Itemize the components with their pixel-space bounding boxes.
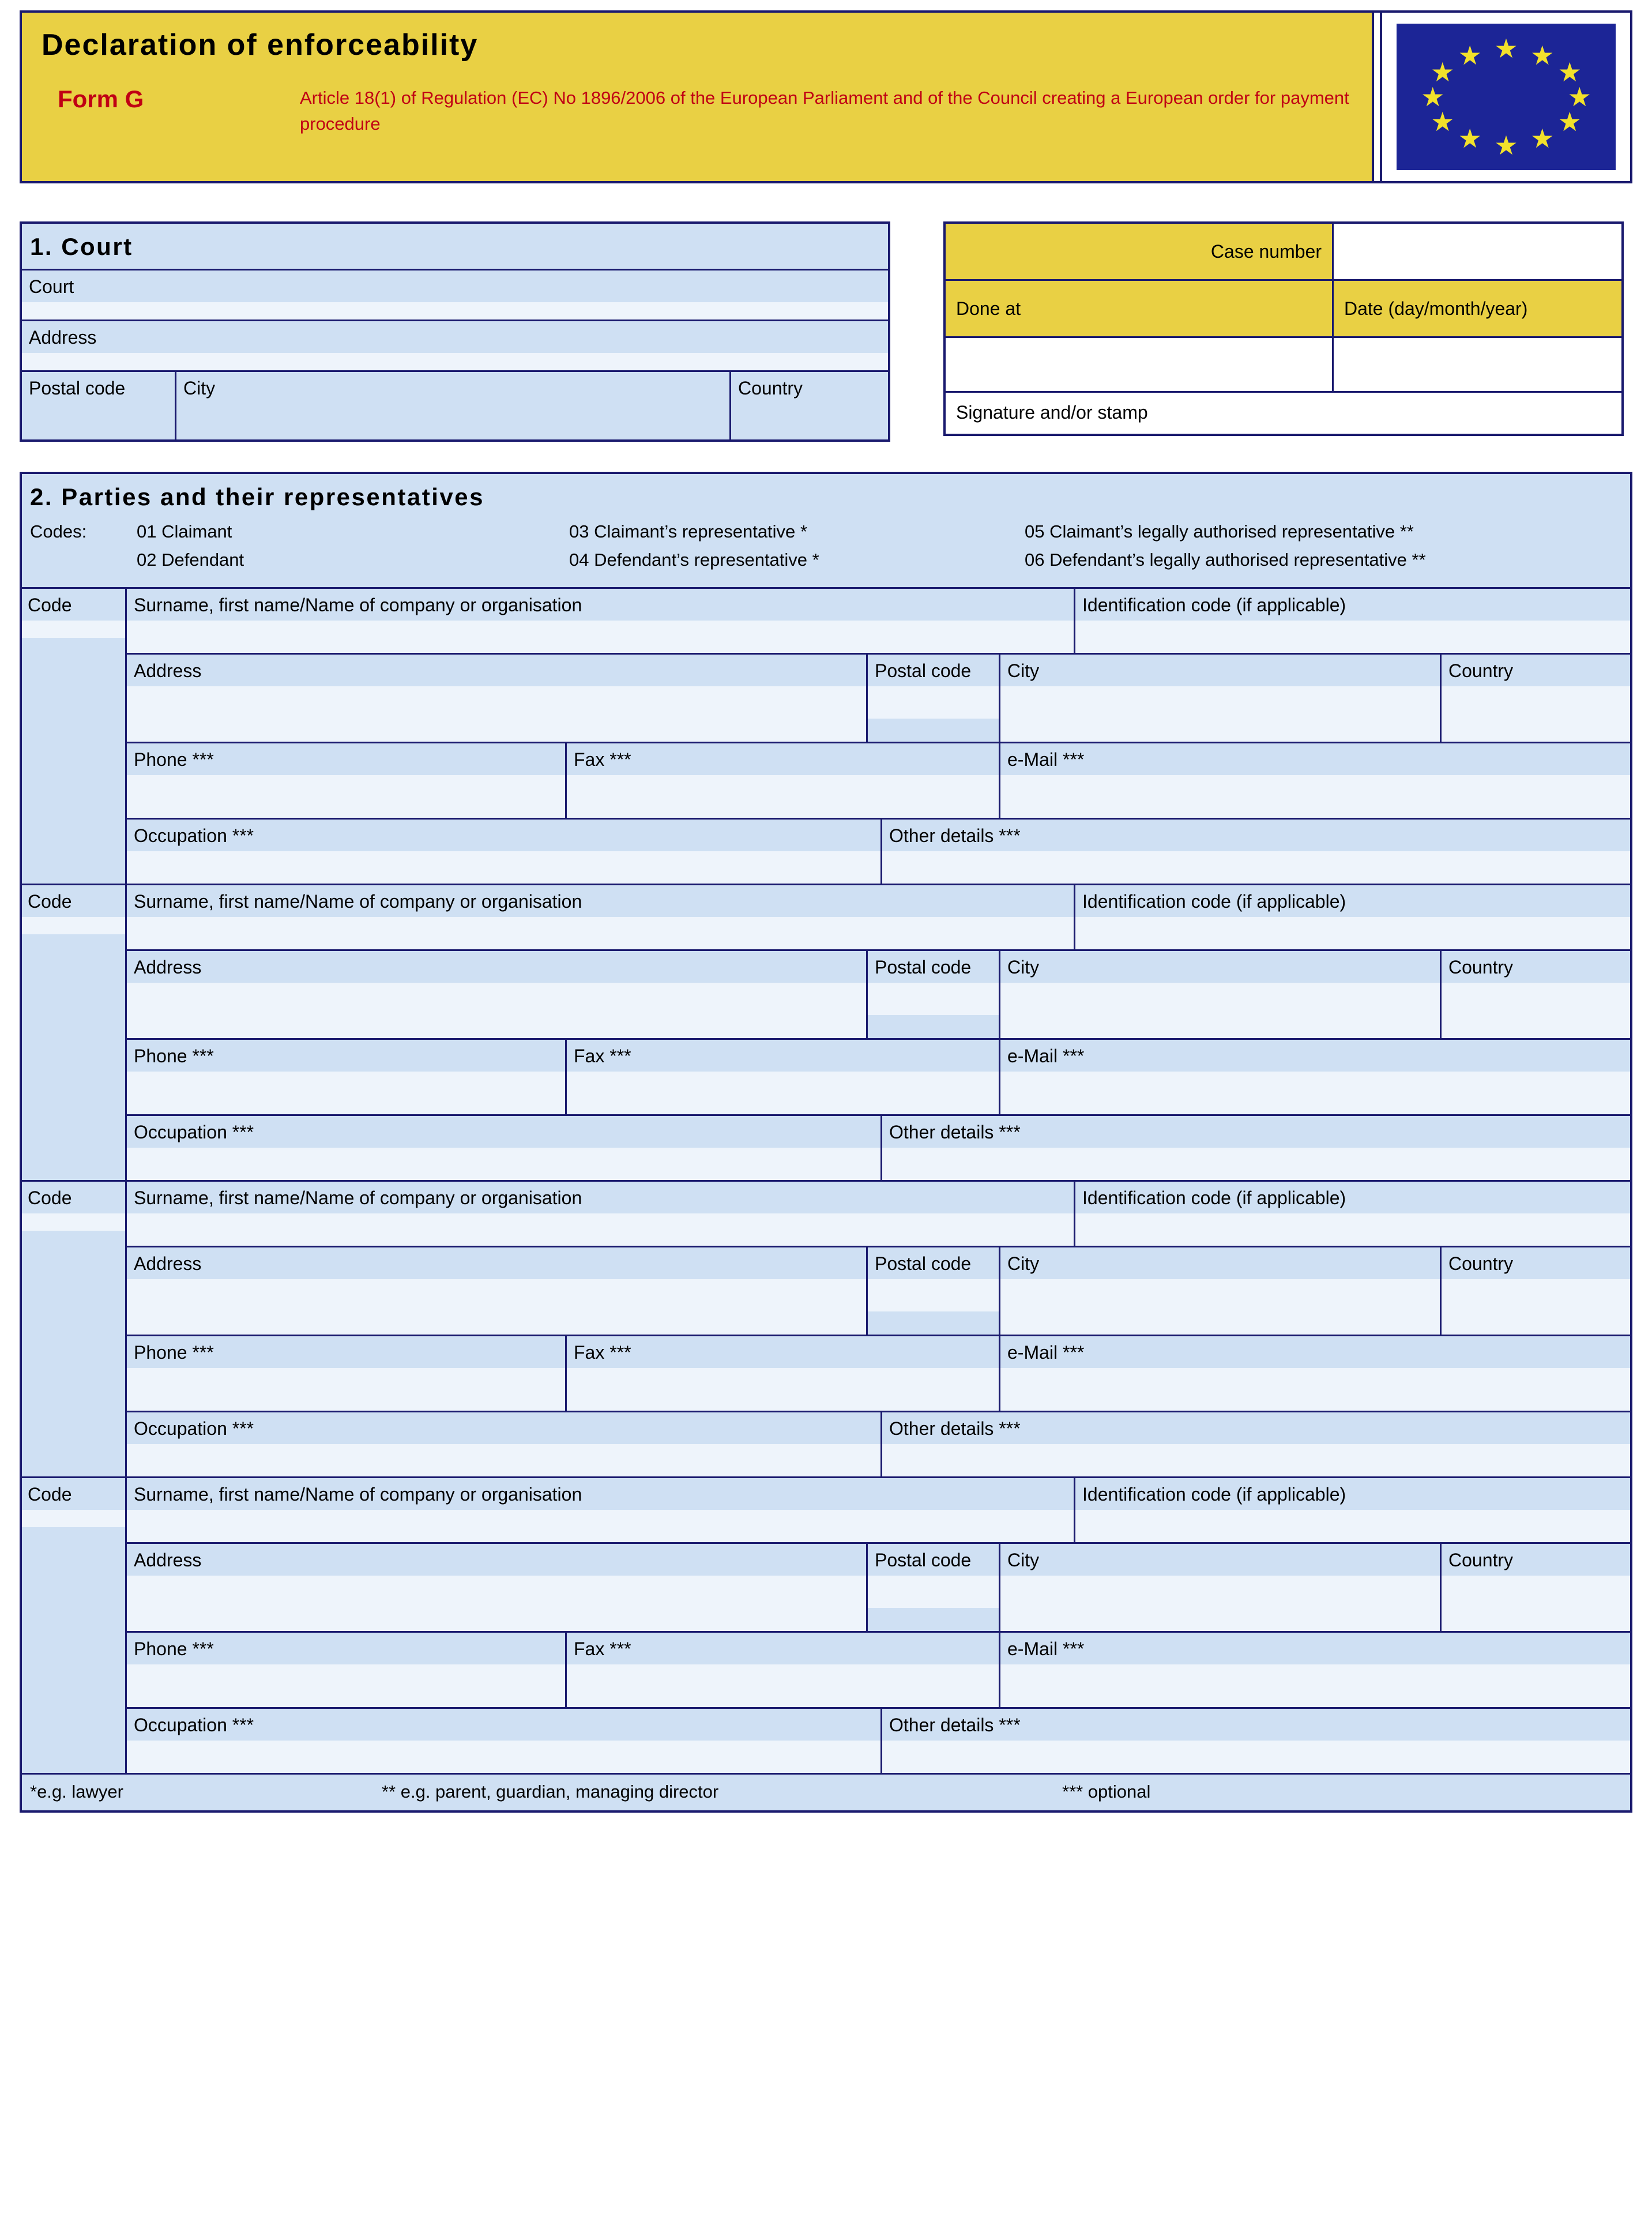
party-phone-group	[127, 1336, 565, 1411]
court-postal-code-group	[22, 372, 175, 439]
parties-section-title: 2. Parties and their representatives	[30, 483, 484, 510]
party-address-label: Address	[134, 957, 202, 978]
party-email-label: e-Mail ***	[1007, 1342, 1085, 1363]
party-city-group	[999, 1544, 1440, 1631]
court-city-input[interactable]	[176, 404, 729, 439]
party-occupation-group	[127, 1412, 880, 1476]
party-postal-code-label: Postal code	[875, 1253, 972, 1274]
court-and-case-row	[20, 221, 1632, 442]
party-code-label: Code	[28, 595, 72, 615]
party-identification-input[interactable]	[1075, 621, 1630, 653]
party-identification-input[interactable]	[1075, 1510, 1630, 1542]
party-occupation-label: Occupation ***	[134, 825, 254, 846]
party-block	[22, 1476, 1630, 1773]
party-name-group	[127, 589, 1074, 653]
party-country-group	[1440, 1544, 1630, 1631]
court-country-label: Country	[738, 378, 803, 399]
header-flag-block	[1382, 13, 1630, 181]
party-email-input[interactable]	[1000, 1368, 1630, 1411]
party-email-group	[999, 743, 1630, 818]
party-name-input[interactable]	[127, 917, 1074, 949]
case-number-row	[946, 224, 1621, 279]
court-postal-code-input[interactable]	[22, 404, 175, 439]
party-phone-group	[127, 1633, 565, 1707]
codes-column-3	[1025, 521, 1426, 578]
party-name-label: Surname, first name/Name of company or organisation	[134, 891, 582, 912]
party-address-group	[127, 1544, 866, 1631]
party-phone-input[interactable]	[127, 1664, 565, 1707]
form-header	[20, 10, 1632, 183]
court-address-label: Address	[29, 327, 97, 348]
party-city-input[interactable]	[1000, 686, 1440, 742]
signature-row	[946, 391, 1621, 434]
party-other-details-input[interactable]	[882, 1148, 1630, 1180]
party-occupation-row	[127, 1707, 1630, 1773]
party-city-group	[999, 951, 1440, 1038]
party-address-label: Address	[134, 660, 202, 681]
party-email-input[interactable]	[1000, 1072, 1630, 1114]
party-occupation-label: Occupation ***	[134, 1715, 254, 1735]
date-input[interactable]	[1332, 338, 1621, 391]
party-city-input[interactable]	[1000, 1576, 1440, 1631]
party-name-group	[127, 1182, 1074, 1246]
form-code: Form G	[58, 85, 144, 112]
party-postal-code-input[interactable]	[868, 686, 999, 719]
party-name-row	[127, 589, 1630, 653]
party-other-details-group	[880, 1412, 1630, 1476]
party-country-input[interactable]	[1442, 1576, 1630, 1631]
party-identification-group	[1074, 589, 1630, 653]
court-country-input[interactable]	[731, 404, 888, 439]
footnote-two: ** e.g. parent, guardian, managing director	[382, 1781, 719, 1802]
party-postal-code-input[interactable]	[868, 983, 999, 1015]
party-codes-legend	[22, 519, 1630, 587]
party-code-label: Code	[28, 891, 72, 912]
party-code-label: Code	[28, 1187, 72, 1208]
header-divider	[1372, 13, 1382, 181]
party-email-input[interactable]	[1000, 1664, 1630, 1707]
party-city-input[interactable]	[1000, 1279, 1440, 1335]
footnotes	[22, 1773, 1630, 1810]
header-title-block	[22, 13, 1372, 181]
party-fax-label: Fax ***	[574, 749, 631, 770]
party-postal-code-label: Postal code	[875, 660, 972, 681]
party-phone-group	[127, 743, 565, 818]
code-item-01: 01 Claimant	[137, 521, 232, 542]
party-other-details-group	[880, 820, 1630, 884]
court-address-field-group	[22, 320, 888, 370]
case-section	[943, 221, 1624, 436]
party-code-group	[22, 1182, 127, 1476]
party-name-input[interactable]	[127, 1510, 1074, 1542]
party-code-input[interactable]	[22, 621, 125, 638]
done-at-date-label-row	[946, 279, 1621, 336]
party-block	[22, 587, 1630, 884]
codes-label: Codes:	[30, 521, 87, 542]
party-address-group	[127, 951, 866, 1038]
party-name-input[interactable]	[127, 1213, 1074, 1246]
party-postal-code-input[interactable]	[868, 1576, 999, 1608]
court-location-row	[22, 370, 888, 439]
party-occupation-group	[127, 1116, 880, 1180]
party-occupation-row	[127, 1114, 1630, 1180]
party-name-label: Surname, first name/Name of company or organisation	[134, 595, 582, 615]
party-fax-group	[565, 1633, 999, 1707]
party-name-group	[127, 885, 1074, 949]
parties-section	[20, 472, 1632, 1813]
code-item-06: 06 Defendant’s legally authorised representative **	[1025, 550, 1426, 570]
party-other-details-group	[880, 1709, 1630, 1773]
party-postal-code-group	[866, 1544, 999, 1631]
party-identification-input[interactable]	[1075, 917, 1630, 949]
party-address-label: Address	[134, 1550, 202, 1570]
party-address-input[interactable]	[127, 686, 866, 742]
party-country-input[interactable]	[1442, 1279, 1630, 1335]
party-email-label: e-Mail ***	[1007, 1046, 1085, 1066]
party-other-details-label: Other details ***	[889, 1122, 1021, 1142]
party-country-group	[1440, 951, 1630, 1038]
done-at-input[interactable]	[946, 338, 1332, 391]
court-city-label: City	[183, 378, 216, 399]
case-number-input[interactable]	[1332, 224, 1621, 279]
party-occupation-input[interactable]	[127, 851, 880, 884]
party-email-input[interactable]	[1000, 775, 1630, 818]
party-code-input[interactable]	[22, 1213, 125, 1231]
party-address-input[interactable]	[127, 983, 866, 1038]
party-postal-code-group	[866, 951, 999, 1038]
party-identification-input[interactable]	[1075, 1213, 1630, 1246]
footnote-three: *** optional	[1062, 1781, 1151, 1802]
party-fax-label: Fax ***	[574, 1342, 631, 1363]
party-postal-code-group	[866, 655, 999, 742]
party-city-group	[999, 1247, 1440, 1335]
done-at-label: Done at	[946, 281, 1332, 336]
party-identification-group	[1074, 1478, 1630, 1542]
party-address-group	[127, 655, 866, 742]
party-fax-input[interactable]	[567, 1664, 999, 1707]
party-block	[22, 884, 1630, 1180]
party-other-details-group	[880, 1116, 1630, 1180]
party-occupation-row	[127, 1411, 1630, 1476]
party-contact-row	[127, 1631, 1630, 1707]
party-name-group	[127, 1478, 1074, 1542]
party-code-input[interactable]	[22, 1510, 125, 1527]
party-name-label: Surname, first name/Name of company or organisation	[134, 1187, 582, 1208]
party-country-label: Country	[1448, 1550, 1514, 1570]
party-postal-code-group	[866, 1247, 999, 1335]
party-city-label: City	[1007, 660, 1040, 681]
party-other-details-input[interactable]	[882, 851, 1630, 884]
party-postal-code-label: Postal code	[875, 957, 972, 978]
party-identification-group	[1074, 885, 1630, 949]
court-name-field-group	[22, 269, 888, 320]
party-postal-code-label: Postal code	[875, 1550, 972, 1570]
party-name-input[interactable]	[127, 621, 1074, 653]
party-phone-input[interactable]	[127, 1368, 565, 1411]
party-code-input[interactable]	[22, 917, 125, 934]
party-fax-input[interactable]	[567, 775, 999, 818]
party-address-row	[127, 949, 1630, 1038]
party-occupation-input[interactable]	[127, 1741, 880, 1773]
party-fax-group	[565, 1040, 999, 1114]
party-phone-label: Phone ***	[134, 749, 214, 770]
codes-column-2	[569, 521, 1025, 578]
page-title: Declaration of enforceability	[42, 28, 479, 62]
party-country-label: Country	[1448, 1253, 1514, 1274]
party-code-label: Code	[28, 1484, 72, 1505]
party-fax-group	[565, 1336, 999, 1411]
european-union-flag-icon: ★ ★ ★ ★ ★ ★ ★ ★ ★ ★ ★ ★	[1397, 24, 1616, 170]
party-email-group	[999, 1336, 1630, 1411]
party-fax-label: Fax ***	[574, 1046, 631, 1066]
party-postal-code-input[interactable]	[868, 1279, 999, 1311]
party-phone-label: Phone ***	[134, 1342, 214, 1363]
party-city-label: City	[1007, 1253, 1040, 1274]
court-section	[20, 221, 890, 442]
party-fax-input[interactable]	[567, 1072, 999, 1114]
party-block	[22, 1180, 1630, 1476]
party-country-group	[1440, 1247, 1630, 1335]
court-address-input[interactable]	[22, 353, 888, 370]
party-country-label: Country	[1448, 957, 1514, 978]
party-country-label: Country	[1448, 660, 1514, 681]
party-fax-input[interactable]	[567, 1368, 999, 1411]
party-city-input[interactable]	[1000, 983, 1440, 1038]
party-address-row	[127, 1246, 1630, 1335]
party-occupation-label: Occupation ***	[134, 1418, 254, 1439]
party-contact-row	[127, 1038, 1630, 1114]
code-item-05: 05 Claimant’s legally authorised representative **	[1025, 521, 1414, 542]
party-other-details-label: Other details ***	[889, 825, 1021, 846]
court-name-label: Court	[29, 276, 74, 297]
code-item-04: 04 Defendant’s representative *	[569, 550, 819, 570]
party-contact-row	[127, 742, 1630, 818]
party-other-details-input[interactable]	[882, 1444, 1630, 1476]
party-occupation-group	[127, 1709, 880, 1773]
party-identification-label: Identification code (if applicable)	[1082, 595, 1346, 615]
party-name-row	[127, 1182, 1630, 1246]
party-code-group	[22, 1478, 127, 1773]
party-other-details-label: Other details ***	[889, 1715, 1021, 1735]
party-address-row	[127, 653, 1630, 742]
party-email-label: e-Mail ***	[1007, 1638, 1085, 1659]
signature-label: Signature and/or stamp	[956, 402, 1148, 423]
court-country-group	[729, 372, 888, 439]
party-other-details-input[interactable]	[882, 1741, 1630, 1773]
party-code-group	[22, 885, 127, 1180]
party-occupation-input[interactable]	[127, 1444, 880, 1476]
party-country-group	[1440, 655, 1630, 742]
party-occupation-input[interactable]	[127, 1148, 880, 1180]
party-phone-label: Phone ***	[134, 1638, 214, 1659]
party-address-group	[127, 1247, 866, 1335]
party-fax-label: Fax ***	[574, 1638, 631, 1659]
party-city-group	[999, 655, 1440, 742]
court-city-group	[175, 372, 729, 439]
party-phone-label: Phone ***	[134, 1046, 214, 1066]
party-phone-input[interactable]	[127, 775, 565, 818]
court-section-title: 1. Court	[30, 233, 133, 260]
party-other-details-label: Other details ***	[889, 1418, 1021, 1439]
party-city-label: City	[1007, 1550, 1040, 1570]
party-address-input[interactable]	[127, 1279, 866, 1335]
party-fax-group	[565, 743, 999, 818]
footnote-one: *e.g. lawyer	[30, 1781, 123, 1802]
court-postal-code-label: Postal code	[29, 378, 126, 399]
date-label: Date (day/month/year)	[1332, 281, 1621, 336]
party-email-group	[999, 1633, 1630, 1707]
party-occupation-group	[127, 820, 880, 884]
party-phone-group	[127, 1040, 565, 1114]
party-email-group	[999, 1040, 1630, 1114]
header-legal-reference: Article 18(1) of Regulation (EC) No 1896/2006 of the European Parliament and of the Council creating a European order for payment procedure	[300, 88, 1349, 134]
party-code-group	[22, 589, 127, 884]
code-item-03: 03 Claimant’s representative *	[569, 521, 807, 542]
party-contact-row	[127, 1335, 1630, 1411]
party-city-label: City	[1007, 957, 1040, 978]
party-address-row	[127, 1542, 1630, 1631]
party-address-input[interactable]	[127, 1576, 866, 1631]
court-name-input[interactable]	[22, 302, 888, 320]
party-country-input[interactable]	[1442, 686, 1630, 742]
done-at-date-value-row	[946, 336, 1621, 391]
party-identification-group	[1074, 1182, 1630, 1246]
party-occupation-label: Occupation ***	[134, 1122, 254, 1142]
party-identification-label: Identification code (if applicable)	[1082, 1484, 1346, 1505]
party-identification-label: Identification code (if applicable)	[1082, 891, 1346, 912]
code-item-02: 02 Defendant	[137, 550, 244, 570]
party-identification-label: Identification code (if applicable)	[1082, 1187, 1346, 1208]
party-name-row	[127, 1478, 1630, 1542]
party-email-label: e-Mail ***	[1007, 749, 1085, 770]
case-number-label: Case number	[946, 224, 1332, 279]
codes-column-1	[137, 521, 569, 578]
party-phone-input[interactable]	[127, 1072, 565, 1114]
party-name-row	[127, 885, 1630, 949]
party-address-label: Address	[134, 1253, 202, 1274]
party-country-input[interactable]	[1442, 983, 1630, 1038]
party-occupation-row	[127, 818, 1630, 884]
party-name-label: Surname, first name/Name of company or organisation	[134, 1484, 582, 1505]
